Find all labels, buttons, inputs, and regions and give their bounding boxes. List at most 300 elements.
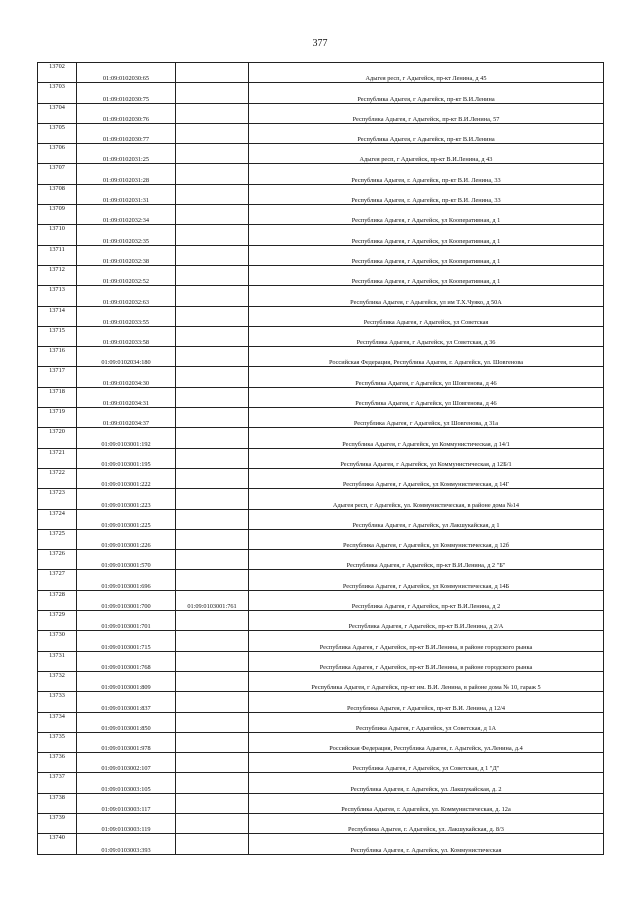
row-number-cell-text: 13728 (49, 590, 65, 598)
address-cell-text: Республика Адыгея, г Адыгейск, ул Лакшукайская, д 1 (352, 521, 500, 529)
address-cell-text: Республика Адыгея, г. Адыгейск, пр-кт В.И. Ленина, 33 (351, 197, 501, 205)
address-cell (249, 611, 604, 631)
address-cell (249, 265, 604, 285)
table-row (38, 63, 604, 83)
parent-cadastral-cell (176, 123, 249, 143)
cadastral-number-cell (77, 813, 176, 833)
parent-cadastral-cell (176, 570, 249, 590)
cadastral-number-cell (77, 651, 176, 671)
cadastral-number-cell (77, 225, 176, 245)
cadastral-number-cell (77, 550, 176, 570)
cadastral-number-cell (77, 753, 176, 773)
row-number-cell (38, 834, 77, 854)
table-row (38, 753, 604, 773)
parent-cadastral-cell (176, 712, 249, 732)
address-cell (249, 164, 604, 184)
row-number-cell-text: 13715 (49, 326, 65, 334)
address-cell-text: Республика Адыгея, г Адыгейск, ул Советская, д 1 "Д" (352, 765, 500, 773)
row-number-cell-text: 13718 (49, 387, 65, 395)
cadastral-number-cell (77, 83, 176, 103)
table-row (38, 184, 604, 204)
row-number-cell (38, 326, 77, 346)
parent-cadastral-cell (176, 671, 249, 691)
cadastral-number-cell-text: 01:09:0102032:63 (102, 298, 150, 306)
table-row (38, 732, 604, 752)
cadastral-number-cell-text: 01:09:0102030:76 (102, 115, 150, 123)
address-cell-text: Республика Адыгея, г Адыгейск, ул Кооперативная, д 1 (351, 237, 501, 245)
row-number-cell (38, 732, 77, 752)
parent-cadastral-cell (176, 590, 249, 610)
address-cell-text: Республика Адыгея, г Адыгейск, ул Коммунистическая, д 14Г (342, 481, 510, 489)
cadastral-number-cell-text: 01:09:0102034:37 (102, 420, 150, 428)
cadastral-number-cell (77, 489, 176, 509)
cadastral-number-cell (77, 387, 176, 407)
cadastral-number-cell (77, 164, 176, 184)
row-number-cell-text: 13721 (49, 448, 65, 456)
address-cell-text: Республика Адыгея, г. Адыгейск, пр-кт В.И. Ленина, 33 (351, 176, 501, 184)
table-row (38, 611, 604, 631)
row-number-cell (38, 631, 77, 651)
address-cell (249, 550, 604, 570)
address-cell-text: Республика Адыгея, г Адыгейск, ул Коммунистическая, д 14Б (342, 582, 510, 590)
row-number-cell (38, 225, 77, 245)
table-row (38, 509, 604, 529)
address-cell (249, 468, 604, 488)
row-number-cell (38, 570, 77, 590)
parent-cadastral-cell (176, 611, 249, 631)
address-cell-text: Адыгея респ, г Адыгейск, пр-кт Ленина, д 45 (365, 75, 487, 83)
address-cell (249, 428, 604, 448)
table-row (38, 347, 604, 367)
cadastral-number-cell (77, 671, 176, 691)
parent-cadastral-cell (176, 732, 249, 752)
table-row (38, 367, 604, 387)
cadastral-number-cell (77, 834, 176, 854)
cadastral-number-cell (77, 611, 176, 631)
row-number-cell-text: 13707 (49, 164, 65, 172)
address-cell-text: Республика Адыгея, г. Адыгейск, ул. Коммунистическая (350, 846, 502, 854)
cadastral-number-cell-text: 01:09:0103001:226 (101, 542, 151, 550)
table-row (38, 570, 604, 590)
parent-cadastral-cell (176, 428, 249, 448)
address-cell (249, 570, 604, 590)
cadastral-number-cell-text: 01:09:0103001:195 (101, 460, 151, 468)
row-number-cell-text: 13711 (49, 245, 65, 253)
address-cell-text: Республика Адыгея, г Адыгейск, ул Советская (363, 318, 489, 326)
row-number-cell (38, 164, 77, 184)
row-number-cell-text: 13709 (49, 205, 65, 213)
address-cell (249, 184, 604, 204)
cadastral-number-cell-text: 01:09:0102030:77 (102, 136, 150, 144)
row-number-cell (38, 590, 77, 610)
table-row (38, 123, 604, 143)
cadastral-number-cell (77, 468, 176, 488)
table-row (38, 651, 604, 671)
cadastral-number-cell-text: 01:09:0103001:809 (101, 684, 151, 692)
address-cell-text: Республика Адыгея, г Адыгейск, пр-кт В.И.Ленина, в районе городского рынка (319, 643, 533, 651)
address-cell (249, 509, 604, 529)
row-number-cell (38, 489, 77, 509)
address-cell-text: Республика Адыгея, г Адыгейск, пр-кт В.И.Ленина, д 2 "Б" (346, 562, 506, 570)
table-row (38, 550, 604, 570)
address-cell-text: Республика Адыгея, г Адыгейск, ул Коммунистическая, д 12б (343, 542, 509, 550)
address-cell (249, 813, 604, 833)
parent-cadastral-cell (176, 184, 249, 204)
table-row (38, 529, 604, 549)
parent-cadastral-cell (176, 306, 249, 326)
address-cell (249, 83, 604, 103)
cadastral-number-cell (77, 306, 176, 326)
address-cell (249, 225, 604, 245)
row-number-cell-text: 13739 (49, 813, 65, 821)
cadastral-number-cell (77, 773, 176, 793)
row-number-cell (38, 63, 77, 83)
row-number-cell (38, 509, 77, 529)
parent-cadastral-cell (176, 286, 249, 306)
address-cell (249, 651, 604, 671)
address-cell-text: Республика Адыгея, г Адыгейск, ул Кооперативная, д 1 (351, 278, 501, 286)
row-number-cell (38, 265, 77, 285)
address-cell-text: Республика Адыгея, г Адыгейск, ул Шовгенова, д 46 (355, 379, 497, 387)
table-row (38, 387, 604, 407)
cadastral-number-cell (77, 793, 176, 813)
row-number-cell (38, 468, 77, 488)
row-number-cell-text: 13735 (49, 732, 65, 740)
parent-cadastral-cell (176, 205, 249, 225)
cadastral-number-cell (77, 732, 176, 752)
address-cell-text: Республика Адыгея, г. Адыгейск, ул. Коммунистическая, д. 12а (341, 805, 511, 813)
address-cell (249, 631, 604, 651)
table-row (38, 144, 604, 164)
address-cell-text: Республика Адыгея, г Адыгейск, пр-кт В.И.Ленина (357, 95, 495, 103)
parent-cadastral-cell (176, 83, 249, 103)
cadastral-number-cell-text: 01:09:0103003:119 (101, 826, 151, 834)
row-number-cell-text: 13714 (49, 306, 65, 314)
parent-cadastral-cell (176, 773, 249, 793)
cadastral-number-cell-text: 01:09:0103001:222 (101, 481, 151, 489)
address-cell (249, 773, 604, 793)
address-cell (249, 408, 604, 428)
address-cell (249, 123, 604, 143)
address-cell-text: Республика Адыгея, г Адыгейск, ул Шовгенова, д 31а (353, 420, 499, 428)
row-number-cell-text: 13710 (49, 225, 65, 233)
row-number-cell-text: 13723 (49, 489, 65, 497)
cadastral-number-cell (77, 509, 176, 529)
address-cell (249, 245, 604, 265)
table-row (38, 164, 604, 184)
cadastral-number-cell-text: 01:09:0102034:30 (102, 379, 150, 387)
parent-cadastral-cell-text: 01:09:0103001:761 (187, 603, 237, 611)
row-number-cell (38, 671, 77, 691)
address-cell (249, 205, 604, 225)
table-row (38, 489, 604, 509)
row-number-cell-text: 13716 (49, 347, 65, 355)
address-cell (249, 326, 604, 346)
address-cell-text: Республика Адыгея, г Адыгейск, пр-кт В.И. Ленина, д 12/4 (346, 704, 506, 712)
row-number-cell-text: 13727 (49, 570, 65, 578)
cadastral-number-cell-text: 01:09:0102032:52 (102, 278, 150, 286)
table-row (38, 631, 604, 651)
row-number-cell-text: 13703 (49, 83, 65, 91)
cadastral-number-cell (77, 367, 176, 387)
address-cell (249, 834, 604, 854)
cadastral-number-cell-text: 01:09:0103001:570 (101, 562, 151, 570)
cadastral-number-cell-text: 01:09:0102031:25 (102, 156, 150, 164)
row-number-cell-text: 13732 (49, 671, 65, 679)
row-number-cell-text: 13702 (49, 63, 65, 70)
row-number-cell (38, 712, 77, 732)
row-number-cell (38, 529, 77, 549)
cadastral-number-cell-text: 01:09:0103001:225 (101, 521, 151, 529)
address-cell (249, 306, 604, 326)
row-number-cell (38, 347, 77, 367)
row-number-cell (38, 103, 77, 123)
cadastral-number-cell (77, 408, 176, 428)
table-row (38, 813, 604, 833)
address-cell (249, 63, 604, 83)
row-number-cell-text: 13733 (49, 692, 65, 700)
cadastral-number-cell (77, 205, 176, 225)
cadastral-number-cell (77, 144, 176, 164)
address-cell (249, 347, 604, 367)
address-cell (249, 103, 604, 123)
address-cell (249, 387, 604, 407)
parent-cadastral-cell (176, 813, 249, 833)
row-number-cell-text: 13713 (49, 286, 65, 294)
cadastral-number-cell (77, 103, 176, 123)
address-cell (249, 367, 604, 387)
row-number-cell (38, 387, 77, 407)
cadastral-number-cell-text: 01:09:0103001:837 (101, 704, 151, 712)
cadastral-number-cell-text: 01:09:0102031:31 (102, 197, 150, 205)
cadastral-number-cell-text: 01:09:0103001:223 (101, 501, 151, 509)
address-cell-text: Республика Адыгея, г Адыгейск, пр-кт В.И.Ленина, д 2 (351, 603, 501, 611)
table-row (38, 286, 604, 306)
address-cell-text: Республика Адыгея, г Адыгейск, ул Советская, д 1А (355, 724, 497, 732)
row-number-cell-text: 13737 (49, 773, 65, 781)
cadastral-number-cell (77, 712, 176, 732)
table-row (38, 712, 604, 732)
table-row (38, 326, 604, 346)
parent-cadastral-cell (176, 245, 249, 265)
parent-cadastral-cell (176, 144, 249, 164)
row-number-cell (38, 753, 77, 773)
parent-cadastral-cell (176, 408, 249, 428)
parent-cadastral-cell (176, 631, 249, 651)
parent-cadastral-cell (176, 793, 249, 813)
address-cell-text: Республика Адыгея, г Адыгейск, пр-кт В.И.Ленина (357, 136, 495, 144)
table-row (38, 793, 604, 813)
address-cell-text: Республика Адыгея, г. Адыгейск, ул. Лакшукайская, д. 2 (350, 785, 502, 793)
row-number-cell-text: 13712 (49, 265, 65, 273)
row-number-cell-text: 13704 (49, 103, 65, 111)
parent-cadastral-cell (176, 509, 249, 529)
parent-cadastral-cell (176, 164, 249, 184)
table-row (38, 834, 604, 854)
parent-cadastral-cell (176, 387, 249, 407)
table-row (38, 428, 604, 448)
address-cell-text: Республика Адыгея, г Адыгейск, ул Коммунистическая, д 14/1 (342, 440, 510, 448)
cadastral-number-cell-text: 01:09:0103001:700 (101, 603, 151, 611)
row-number-cell (38, 144, 77, 164)
address-cell-text: Адыгея респ, г Адыгейск, ул. Коммунистическая, в районе дома №14 (332, 501, 520, 509)
table-row (38, 773, 604, 793)
table-row (38, 671, 604, 691)
row-number-cell-text: 13730 (49, 631, 65, 639)
row-number-cell-text: 13729 (49, 611, 65, 619)
parent-cadastral-cell (176, 550, 249, 570)
cadastral-number-cell (77, 286, 176, 306)
table-row (38, 205, 604, 225)
address-cell (249, 286, 604, 306)
row-number-cell (38, 245, 77, 265)
cadastral-number-cell-text: 01:09:0102034:31 (102, 400, 150, 408)
parent-cadastral-cell (176, 692, 249, 712)
cadastral-number-cell-text: 01:09:0103001:715 (101, 643, 151, 651)
table-row (38, 408, 604, 428)
address-cell (249, 712, 604, 732)
cadastral-number-cell (77, 63, 176, 83)
row-number-cell-text: 13706 (49, 144, 65, 152)
address-cell-text: Республика Адыгея, г Адыгейск, ул Коммунистическая, д 12Б/1 (340, 460, 512, 468)
cadastral-number-cell (77, 123, 176, 143)
parent-cadastral-cell (176, 651, 249, 671)
parent-cadastral-cell (176, 529, 249, 549)
table-row (38, 448, 604, 468)
parent-cadastral-cell (176, 448, 249, 468)
address-cell-text: Республика Адыгея, г Адыгейск, пр-кт им. В.И. Ленина, в районе дома № 10, гараж 5 (311, 684, 541, 692)
cadastral-number-cell-text: 01:09:0102030:65 (102, 75, 150, 83)
cadastral-number-cell (77, 326, 176, 346)
cadastral-number-cell (77, 692, 176, 712)
registry-table-body (38, 63, 604, 855)
address-cell-text: Республика Адыгея, г Адыгейск, ул Советская, д 36 (356, 339, 496, 347)
parent-cadastral-cell (176, 225, 249, 245)
table-row (38, 468, 604, 488)
address-cell-text: Республика Адыгея, г Адыгейск, ул Кооперативная, д 1 (351, 257, 501, 265)
cadastral-number-cell (77, 590, 176, 610)
address-cell-text: Российская Федерация, Республика Адыгея, г. Адыгейск, ул.Ленина, д.4 (329, 745, 523, 753)
property-registry-table (37, 62, 604, 855)
cadastral-number-cell (77, 570, 176, 590)
address-cell (249, 590, 604, 610)
cadastral-number-cell (77, 265, 176, 285)
row-number-cell-text: 13725 (49, 529, 65, 537)
address-cell (249, 793, 604, 813)
row-number-cell (38, 611, 77, 631)
row-number-cell-text: 13738 (49, 793, 65, 801)
cadastral-number-cell-text: 01:09:0103001:701 (101, 623, 151, 631)
cadastral-number-cell (77, 448, 176, 468)
table-row (38, 692, 604, 712)
row-number-cell (38, 692, 77, 712)
row-number-cell (38, 773, 77, 793)
row-number-cell (38, 428, 77, 448)
cadastral-number-cell-text: 01:09:0103001:192 (101, 440, 151, 448)
cadastral-number-cell-text: 01:09:0102032:34 (102, 217, 150, 225)
row-number-cell (38, 367, 77, 387)
row-number-cell-text: 13720 (49, 428, 65, 436)
table-row (38, 103, 604, 123)
address-cell (249, 732, 604, 752)
row-number-cell (38, 408, 77, 428)
cadastral-number-cell (77, 347, 176, 367)
row-number-cell-text: 13705 (49, 123, 65, 131)
address-cell-text: Республика Адыгея, г Адыгейск, пр-кт В.И.Ленина, д 2/А (348, 623, 504, 631)
row-number-cell-text: 13740 (49, 834, 65, 842)
row-number-cell-text: 13708 (49, 184, 65, 192)
address-cell-text: Республика Адыгея, г Адыгейск, ул Шовгенова, д 46 (355, 400, 497, 408)
parent-cadastral-cell (176, 347, 249, 367)
address-cell-text: Адыгея респ, г Адыгейск, пр-кт В.И.Ленина, д 43 (359, 156, 493, 164)
address-cell-text: Республика Адыгея, г. Адыгейск, ул. Лакшукайская, д. 8/3 (348, 826, 504, 834)
address-cell (249, 753, 604, 773)
row-number-cell-text: 13731 (49, 651, 65, 659)
page-number: 377 (312, 38, 328, 49)
parent-cadastral-cell (176, 265, 249, 285)
row-number-cell (38, 448, 77, 468)
cadastral-number-cell-text: 01:09:0102033:55 (102, 318, 150, 326)
parent-cadastral-cell (176, 326, 249, 346)
row-number-cell (38, 651, 77, 671)
table-row (38, 225, 604, 245)
cadastral-number-cell-text: 01:09:0103001:768 (101, 663, 151, 671)
row-number-cell (38, 286, 77, 306)
address-cell-text: Республика Адыгея, г Адыгейск, пр-кт В.И.Ленина, в районе городского рынка (319, 663, 533, 671)
address-cell-text: Республика Адыгея, г Адыгейск, ул им Т.Х.Чуяко, д 50А (350, 298, 502, 306)
address-cell-text: Республика Адыгея, г Адыгейск, пр-кт В.И.Ленина, 57 (352, 115, 500, 123)
row-number-cell-text: 13724 (49, 509, 65, 517)
table-row (38, 306, 604, 326)
cadastral-number-cell-text: 01:09:0103001:978 (101, 745, 151, 753)
cadastral-number-cell-text: 01:09:0102034:180 (101, 359, 151, 367)
row-number-cell (38, 83, 77, 103)
cadastral-number-cell-text: 01:09:0103003:117 (101, 805, 151, 813)
row-number-cell-text: 13726 (49, 550, 65, 558)
table-row (38, 245, 604, 265)
table-row (38, 83, 604, 103)
cadastral-number-cell (77, 529, 176, 549)
address-cell (249, 448, 604, 468)
row-number-cell (38, 184, 77, 204)
address-cell (249, 144, 604, 164)
cadastral-number-cell-text: 01:09:0103001:850 (101, 724, 151, 732)
row-number-cell (38, 550, 77, 570)
cadastral-number-cell-text: 01:09:0102032:35 (102, 237, 150, 245)
row-number-cell (38, 123, 77, 143)
cadastral-number-cell-text: 01:09:0102030:75 (102, 95, 150, 103)
address-cell (249, 692, 604, 712)
cadastral-number-cell-text: 01:09:0103003:393 (101, 846, 151, 854)
parent-cadastral-cell (176, 834, 249, 854)
cadastral-number-cell (77, 184, 176, 204)
cadastral-number-cell-text: 01:09:0102031:28 (102, 176, 150, 184)
row-number-cell-text: 13736 (49, 753, 65, 761)
address-cell (249, 671, 604, 691)
row-number-cell (38, 813, 77, 833)
cadastral-number-cell-text: 01:09:0102032:38 (102, 257, 150, 265)
address-cell (249, 529, 604, 549)
cadastral-number-cell-text: 01:09:0103003:105 (101, 785, 151, 793)
cadastral-number-cell-text: 01:09:0102033:58 (102, 339, 150, 347)
parent-cadastral-cell (176, 468, 249, 488)
parent-cadastral-cell (176, 489, 249, 509)
row-number-cell-text: 13719 (49, 408, 65, 416)
table-row (38, 590, 604, 610)
row-number-cell-text: 13717 (49, 367, 65, 375)
parent-cadastral-cell (176, 63, 249, 83)
address-cell-text: Российская Федерация, Республика Адыгея, г. Адыгейск, ул. Шовгенова (328, 359, 524, 367)
